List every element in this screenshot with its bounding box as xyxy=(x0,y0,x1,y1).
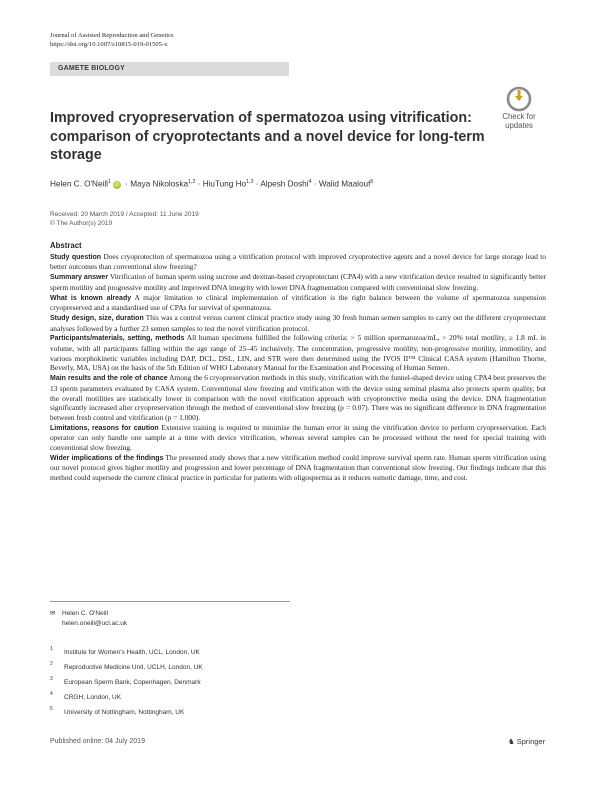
author-list xyxy=(50,179,373,189)
author-name[interactable]: Walid Maalouf xyxy=(318,179,371,189)
abstract-label: Study question xyxy=(50,253,102,261)
abstract-label: Summary answer xyxy=(50,274,109,282)
affiliation-number: 5 xyxy=(50,706,53,712)
abstract-text: This was a control versus current clinical practice study using 30 fresh human semen samples to carry out the different cryoprotectant analyses followed by a further 23 semen samples to test the novel vitrification protocol. xyxy=(50,312,546,333)
abstract-label: What is known already xyxy=(50,294,132,302)
author-affiliation: 5 xyxy=(370,179,374,185)
abstract-section xyxy=(50,293,546,313)
affiliation-item xyxy=(50,705,203,720)
published-date: Published online: 04 July 2019 xyxy=(50,738,145,745)
check-updates-icon xyxy=(506,86,532,112)
received-accepted-dates: Received: 20 March 2019 / Accepted: 11 June 2019 xyxy=(50,211,199,218)
corresponding-author-email[interactable]: helen.oneill@ucl.ac.uk xyxy=(62,619,128,627)
check-for-updates-button[interactable] xyxy=(496,86,542,130)
abstract-section xyxy=(50,313,546,333)
abstract-text: Does cryoprotection of spermatozoa using a vitrification protocol with improved cryoprotective agents and a novel device for large storage lead to better outcomes than conventional slow freezing? xyxy=(50,251,546,272)
author-separator: · xyxy=(313,179,317,189)
abstract-section xyxy=(50,252,546,272)
affiliation-text: University of Nottingham, Nottingham, UK xyxy=(64,709,185,716)
publisher-name: Springer xyxy=(516,737,546,746)
affiliation-number: 1 xyxy=(50,646,53,652)
check-updates-line2: updates xyxy=(505,121,533,130)
paper-title: Improved cryopreservation of spermatozoa using vitrification: comparison of cryoprotectants and a novel device for long-term storage xyxy=(50,110,485,163)
springer-horse-icon: ♞ xyxy=(508,737,515,746)
corresponding-author-name: Helen C. O'Neill xyxy=(62,610,109,617)
affiliation-item xyxy=(50,675,203,690)
abstract-section xyxy=(50,373,546,423)
abstract-section xyxy=(50,272,546,292)
author-affiliation: 1 xyxy=(107,179,111,185)
abstract-section xyxy=(50,333,546,373)
author-separator: · xyxy=(125,179,128,189)
abstract-text: Extensive training is required to minimise the human error in using the vitrification device to perform cryopreservation. Each operator can only handle one sample at a time with device vitrification, whereas several samples can be processed without the need for special training with conventional slow freezing. xyxy=(50,422,546,453)
abstract-text: All human specimens fulfilled the following criteria: > 5 million spermatozoa/mL, > 20% total motility, ≥ 1.8 mL in volume, with all participants falling within the age range of 25–45 inclusively. The concentration, progressive motility, non-progressive motility, immotility, and various morphokinetic variables including DAP, DCL, DSL, LIN, and STR were then determined using the IVOS II™ Clinical CASA system (Hamilton Thorne, Beverly, MA, USA) on the basis of the 5th Edition of WHO Laboratory Manual for the Examination and Processing of Human Semen. xyxy=(50,333,546,373)
affiliation-item xyxy=(50,660,203,675)
author-name[interactable]: Helen C. O'Neill xyxy=(50,179,108,189)
affiliation-text: CRGH, London, UK xyxy=(64,694,122,701)
abstract-text: Vitrification of human sperm using sucrose and dextran-based cryoprotectant (CPA4) with a new vitrification device resulted in significantly better sperm motility and progressive motility and improved DNA integrity with lower DNA fragmentation compared with conventional slow freezing. xyxy=(50,272,547,292)
journal-name: Journal of Assisted Reproduction and Genetics xyxy=(50,32,174,39)
abstract-text: A major limitation to clinical implementation of vitrification is the right balance between the volume of spermatozoa suspension cryopreserved and a standardised use of CPAs for survival of spermatozoa. xyxy=(50,292,546,313)
check-updates-line1: Check for xyxy=(502,112,536,121)
abstract-label: Study design, size, duration xyxy=(50,314,144,322)
author-name[interactable]: Maya Nikoloska xyxy=(130,179,189,189)
abstract-section xyxy=(50,423,546,453)
abstract-label: Wider implications of the findings xyxy=(50,454,164,462)
abstract-section xyxy=(50,453,546,483)
affiliation-text: European Sperm Bank, Copenhagen, Denmark xyxy=(64,679,201,686)
correspondence xyxy=(50,609,127,628)
author-name[interactable]: Alpesh Doshi xyxy=(260,179,309,189)
abstract-text: The presented study shows that a new vitrification method could improve survival sperm rate. Human sperm vitrification using our novel protocol gives higher motility and progression and lower percentage of DNA fragmentation than conventional slow freezing. Our findings indicate that this method could supersede the current clinical practice in particular for patients with oligospermia as it reduces osmotic damage, time, and cost. xyxy=(50,452,547,483)
author-affiliation: 4 xyxy=(308,179,312,185)
journal-header xyxy=(50,31,174,49)
affiliation-number: 3 xyxy=(50,676,53,682)
publisher-logo xyxy=(508,737,545,746)
abstract-text: Among the 6 cryopreservation methods in this study, vitrification with the funnel-shaped device using CPA4 best preserves the 13 sperm parameters evaluated by CASA system. Conventional slow freezing and vitrification with the device using seminal plasma also protects sperm quality, but the overall motilities are statistically lower in comparison with the novel vitrification approach with cryoprotective media using the device. DNA fragmentation significantly increased after cryopreservation through the method of conventional slow freezing (p = 0.07). There was no significant difference in DNA fragmentation between fresh control and vitrification (p = 1.000). xyxy=(50,373,546,422)
abstract-label: Participants/materials, setting, methods xyxy=(50,335,185,343)
affiliation-text: Reproductive Medicine Unit, UCLH, London, UK xyxy=(64,664,203,671)
abstract-label: Main results and the role of chance xyxy=(50,375,168,383)
copyright-notice: © The Author(s) 2019 xyxy=(50,220,113,227)
doi-link[interactable]: https://doi.org/10.1007/s10815-019-01505-x xyxy=(50,41,168,48)
orcid-icon[interactable]: iD xyxy=(114,181,120,188)
section-label: GAMETE BIOLOGY xyxy=(58,65,125,72)
author-separator: · xyxy=(255,179,259,189)
author-affiliation: 1,2 xyxy=(188,179,196,185)
affiliation-number: 4 xyxy=(50,691,53,697)
envelope-icon: ✉ xyxy=(50,610,56,617)
article-dates xyxy=(50,210,199,228)
abstract-label: Limitations, reasons for caution xyxy=(50,424,159,432)
author-name[interactable]: HiuTung Ho xyxy=(202,179,247,189)
author-affiliation: 1,3 xyxy=(246,179,254,185)
affiliation-item xyxy=(50,645,203,660)
affiliation-item xyxy=(50,690,203,705)
abstract xyxy=(50,241,546,483)
affiliation-number: 2 xyxy=(50,661,53,667)
footnote-divider xyxy=(50,601,290,602)
affiliation-text: Institute for Women's Health, UCL, London, UK xyxy=(64,649,200,656)
author-separator: · xyxy=(197,179,201,189)
affiliations xyxy=(50,645,203,720)
abstract-heading: Abstract xyxy=(50,241,82,250)
